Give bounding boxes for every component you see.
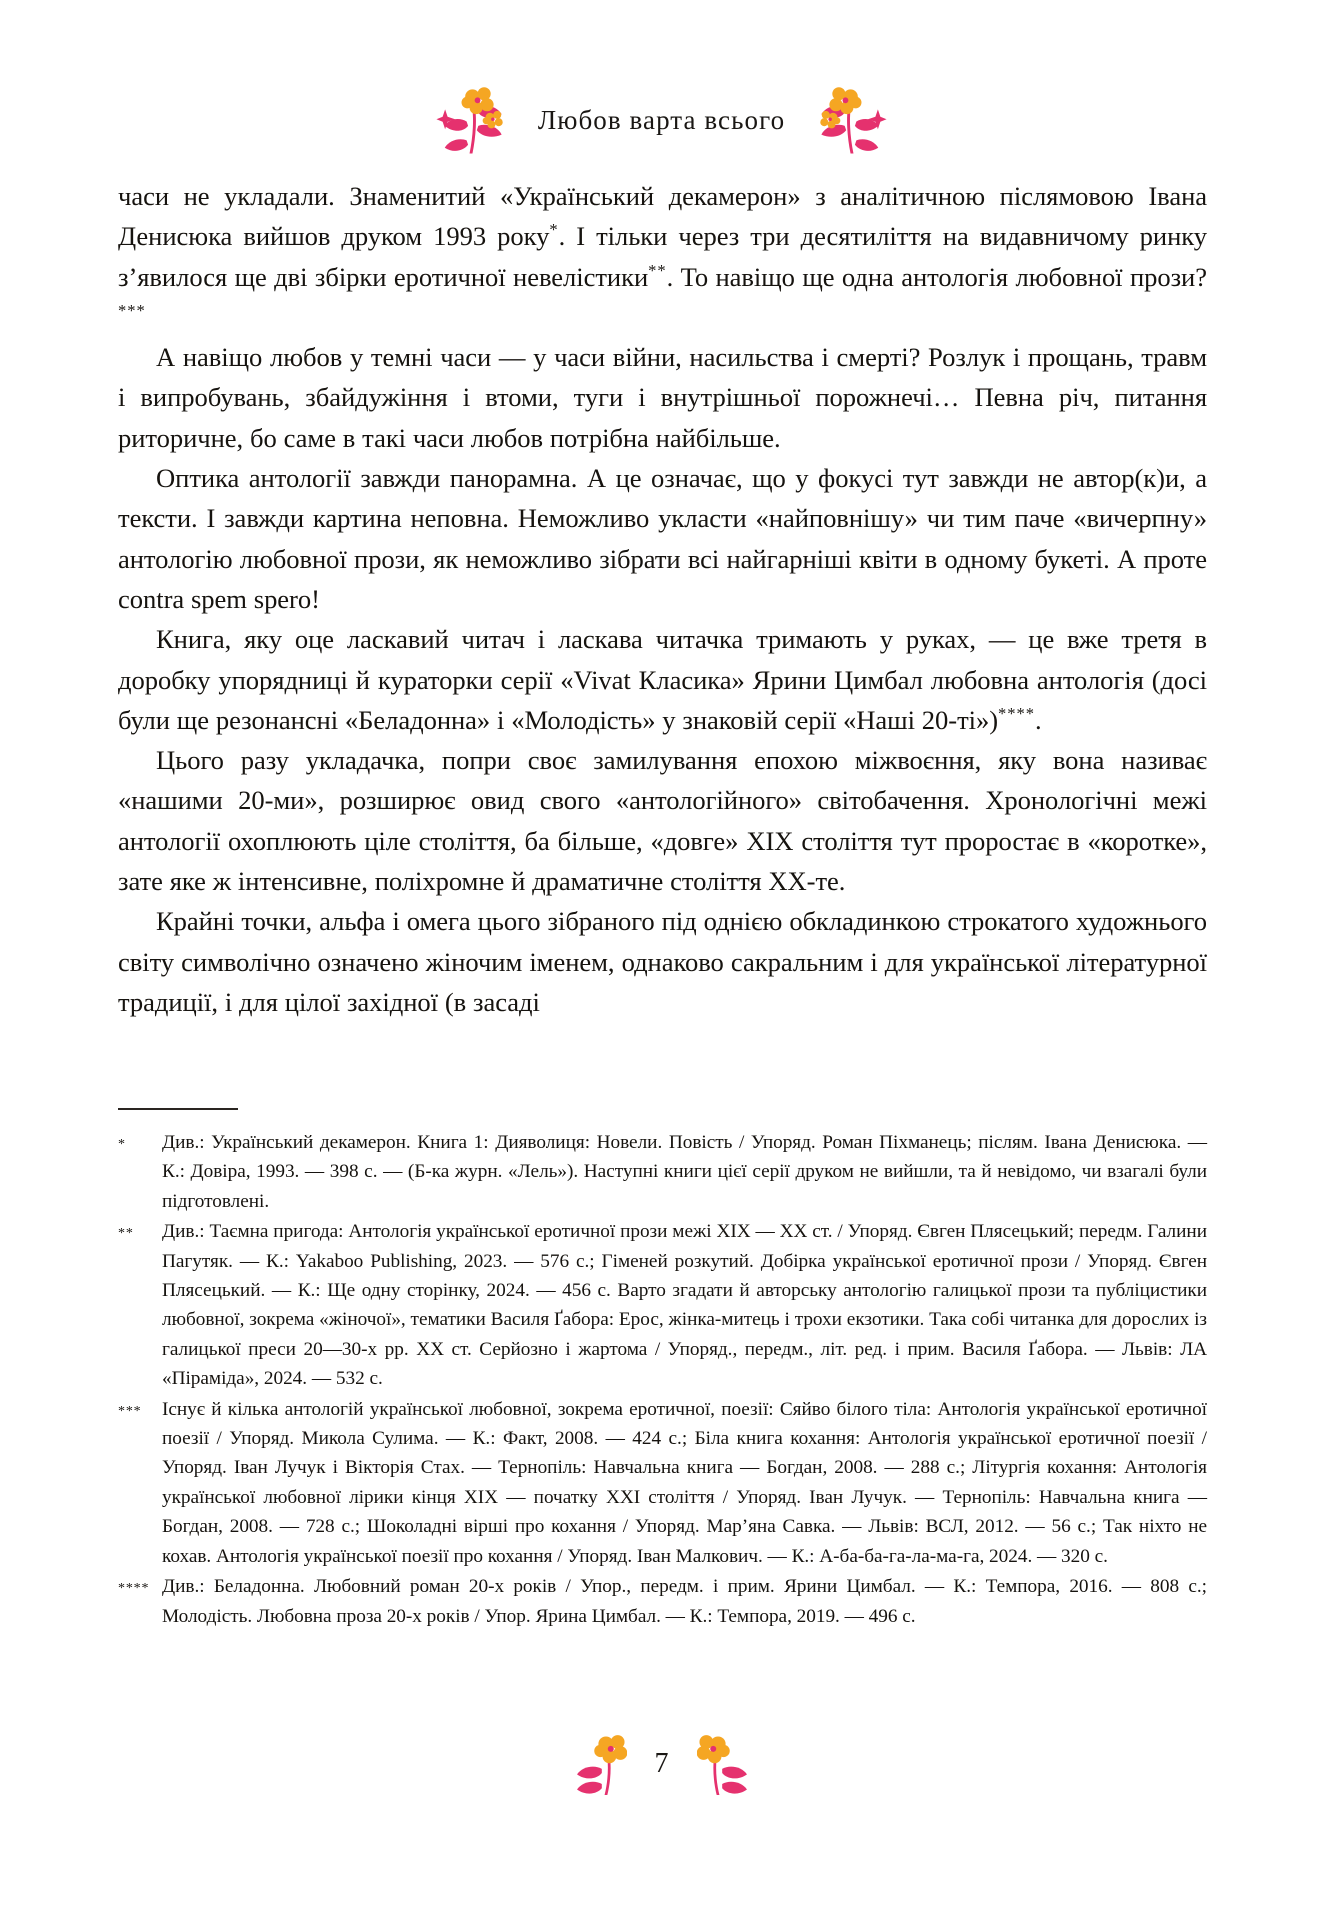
footnote-reference-marker[interactable]: ** bbox=[648, 260, 667, 280]
body-paragraph: Книга, яку оце ласкавий читач і ласкава читачка тримають у руках, — це вже третя в доробку упорядниці й кураторки серії «Vivat Класика» Ярини Цимбал любовна антологія (досі були ще резонансні «Беладонна» і «Молодість» у знаковій серії «Наші 20-ті»)****. bbox=[118, 624, 1207, 735]
footnote-item bbox=[118, 1128, 1207, 1216]
floral-ornament-icon bbox=[815, 85, 889, 155]
footnote-text: Існує й кілька антологій української любовної, зокрема еротичної, поезії: Сяйво білого тіла: Антологія української еротичної поезії / Упоряд. Микола Сулима. — К.: Факт, 2008. — 424 с.; Біла книга кохання: Антологія української еротичної поезії / Упоряд. Іван Лучук і Вікторія Стах. — Тернопіль: Навчальна книга — Богдан, 2008. — 288 с.; Літургія кохання: Антологія української любовної лірики кінця XIX — початку XXI століття / Упоряд. Іван Лучук. — Тернопіль: Навчальна книга — Богдан, 2008. — 728 с.; Шоколадні вірші про кохання / Упоряд. Мар’яна Савка. — Львів: ВСЛ, 2012. — 56 с.; Так ніхто не кохав. Антологія української поезії про кохання / Упоряд. Іван Малкович. — К.: А-ба-ба-га-ла-ма-га, 2024. — 320 с. bbox=[162, 1398, 1207, 1567]
body-paragraph: Цього разу укладачка, попри своє замилування епохою міжвоєння, яку вона називає «нашими 20-ми», розширює овид свого «антологійного» світобачення. Хронологічні межі антології охоплюють ціле століття, ба більше, «довге» XIX століття тут проростає в «коротке», зате яке ж інтенсивне, поліхромне й драматичне століття XX-те. bbox=[118, 745, 1207, 897]
body-text-column bbox=[118, 176, 1207, 1022]
footnote-marker: **** bbox=[118, 1581, 150, 1597]
footnote-marker: *** bbox=[118, 1403, 142, 1419]
footnote-text: Див.: Таємна пригода: Антологія української еротичної прози межі XIX — XX ст. / Упоряд. Євген Плясецький; передм. Галини Пагутяк. — К.: Yakaboo Publishing, 2023. — 576 с.; Гіменей розкутий. Добірка української еротичної прози / Упоряд. Євген Плясецький. — К.: Ще одну сторінку, 2024. — 456 с. Варто згадати й авторську антологію галицької прози та публіцистики любовної, зокрема «жіночої», тематики Василя Ґабора: Ерос, жінка-митець і трохи екзотики. Така собі читанка для дорослих із галицької преси 20—30-х рр. XX ст. Серйозно і жартома / Упоряд., передм., літ. ред. і прим. Василя Ґабора. — Львів: ЛА «Піраміда», 2024. — 532 с. bbox=[162, 1221, 1207, 1390]
body-paragraph: А навіщо любов у темні часи — у часи війни, насильства і смерті? Розлук і прощань, травм і випробувань, збайдужіння і втоми, туги і внутрішньої порожнечі… Певна річ, питання риторичне, бо саме в такі часи любов потрібна найбільше. bbox=[118, 342, 1207, 453]
floral-folio-ornament-icon bbox=[567, 1733, 627, 1795]
footnote-item bbox=[118, 1395, 1207, 1571]
footnote-text: Див.: Український декамерон. Книга 1: Дияволиця: Новели. Повість / Упоряд. Роман Піхманець; післям. Івана Денисюка. — К.: Довіра, 1993. — 398 с. — (Б-ка журн. «Лель»). Наступні книги цієї серії друком не вийшли, та й невідомо, чи взагалі були підготовлені. bbox=[162, 1132, 1207, 1212]
page-folio bbox=[0, 1728, 1323, 1800]
footnote-item bbox=[118, 1572, 1207, 1631]
floral-ornament-icon bbox=[434, 85, 508, 155]
footnote-reference-marker[interactable]: * bbox=[549, 220, 559, 240]
footnote-marker: * bbox=[118, 1137, 126, 1152]
footnote-section bbox=[118, 1108, 1207, 1632]
running-head bbox=[0, 84, 1323, 156]
body-paragraph: Крайні точки, альфа і омега цього зібраного під однією обкладинкою строкатого художнього світу символічно означено жіночим іменем, однаково сакральним і для української літературної традиції, і для цілої західної (в засаді bbox=[118, 906, 1207, 1017]
footnote-reference-marker[interactable]: *** bbox=[118, 301, 146, 321]
body-paragraph: Оптика антології завжди панорамна. А це означає, що у фокусі тут завжди не автор(к)и, а тексти. І завжди картина неповна. Неможливо укласти «найповнішу» чи тим паче «вичерпну» антологію любовної прози, як неможливо зібрати всі найгарніші квіти в одному букеті. А проте contra spem spero! bbox=[118, 463, 1207, 614]
running-head-title: Любов варта всього bbox=[537, 104, 786, 135]
body-paragraph: часи не укладали. Знаменитий «Український декамерон» з аналітичною післямовою Івана Денисюка вийшов друком 1993 року*. І тільки через три десятиліття на видавничому ринку з’явилося ще дві збірки еротичної невелістики**. То навіщо ще одна антологія любовної прози?*** bbox=[118, 181, 1207, 321]
page-number: 7 bbox=[654, 1748, 669, 1779]
footnote-separator-rule bbox=[118, 1108, 238, 1110]
floral-folio-ornament-icon bbox=[697, 1733, 757, 1795]
footnote-item bbox=[118, 1217, 1207, 1393]
footnote-list bbox=[118, 1128, 1207, 1631]
footnote-reference-marker[interactable]: **** bbox=[998, 704, 1035, 723]
footnote-text: Див.: Беладонна. Любовний роман 20-х років / Упор., передм. і прим. Ярини Цимбал. — К.: Темпора, 2016. — 808 с.; Молодість. Любовна проза 20-х років / Упор. Ярина Цимбал. — К.: Темпора, 2019. — 496 с. bbox=[162, 1576, 1207, 1627]
footnote-marker: ** bbox=[118, 1226, 134, 1242]
